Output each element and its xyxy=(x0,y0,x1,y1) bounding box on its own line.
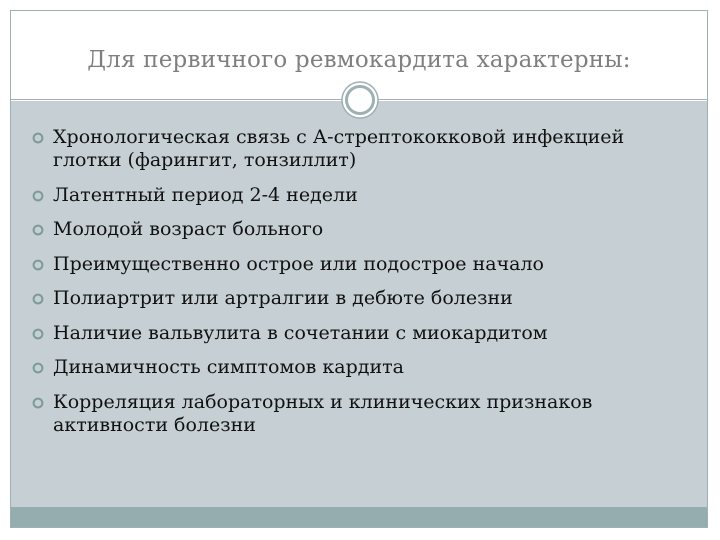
bullet-text: Динамичность симптомов кардита xyxy=(53,356,404,378)
bullet-text: Латентный период 2-4 недели xyxy=(53,183,358,206)
ring-bullet-icon xyxy=(32,397,44,409)
circle-ornament-icon xyxy=(341,81,379,119)
bullet-text: Наличие вальвулита в сочетании с миокардитом xyxy=(53,321,548,344)
bullet-list xyxy=(29,126,687,437)
bullet-text: Корреляция лабораторных и клинических признаков активности болезни xyxy=(53,390,593,436)
bullet-item xyxy=(29,322,687,345)
footer-bar xyxy=(11,507,707,527)
ring-bullet-icon xyxy=(32,190,44,202)
bullet-item xyxy=(29,391,687,437)
bullet-text: Молодой возраст больного xyxy=(53,218,324,240)
bullet-item xyxy=(29,218,687,241)
ring-bullet-icon xyxy=(32,362,44,374)
bullet-item xyxy=(29,184,687,207)
bullet-item xyxy=(29,126,687,172)
bullet-item xyxy=(29,356,687,379)
ring-bullet-icon xyxy=(32,132,44,144)
bullet-item xyxy=(29,253,687,276)
slide xyxy=(10,10,708,528)
bullet-text: Полиартрит или артралгии в дебюте болезни xyxy=(53,287,513,309)
slide-title: Для первичного ревмокардита характерны: xyxy=(87,47,631,73)
bullet-text: Преимущественно острое или подострое начало xyxy=(53,252,544,275)
bullet-text: Хронологическая связь с А-стрептококковой инфекцией глотки (фарингит, тонзиллит) xyxy=(53,126,625,171)
bullet-item xyxy=(29,287,687,310)
content-area xyxy=(29,126,687,448)
ring-bullet-icon xyxy=(32,293,44,305)
ring-bullet-icon xyxy=(32,259,44,271)
ring-bullet-icon xyxy=(32,328,44,340)
ring-bullet-icon xyxy=(32,224,44,236)
